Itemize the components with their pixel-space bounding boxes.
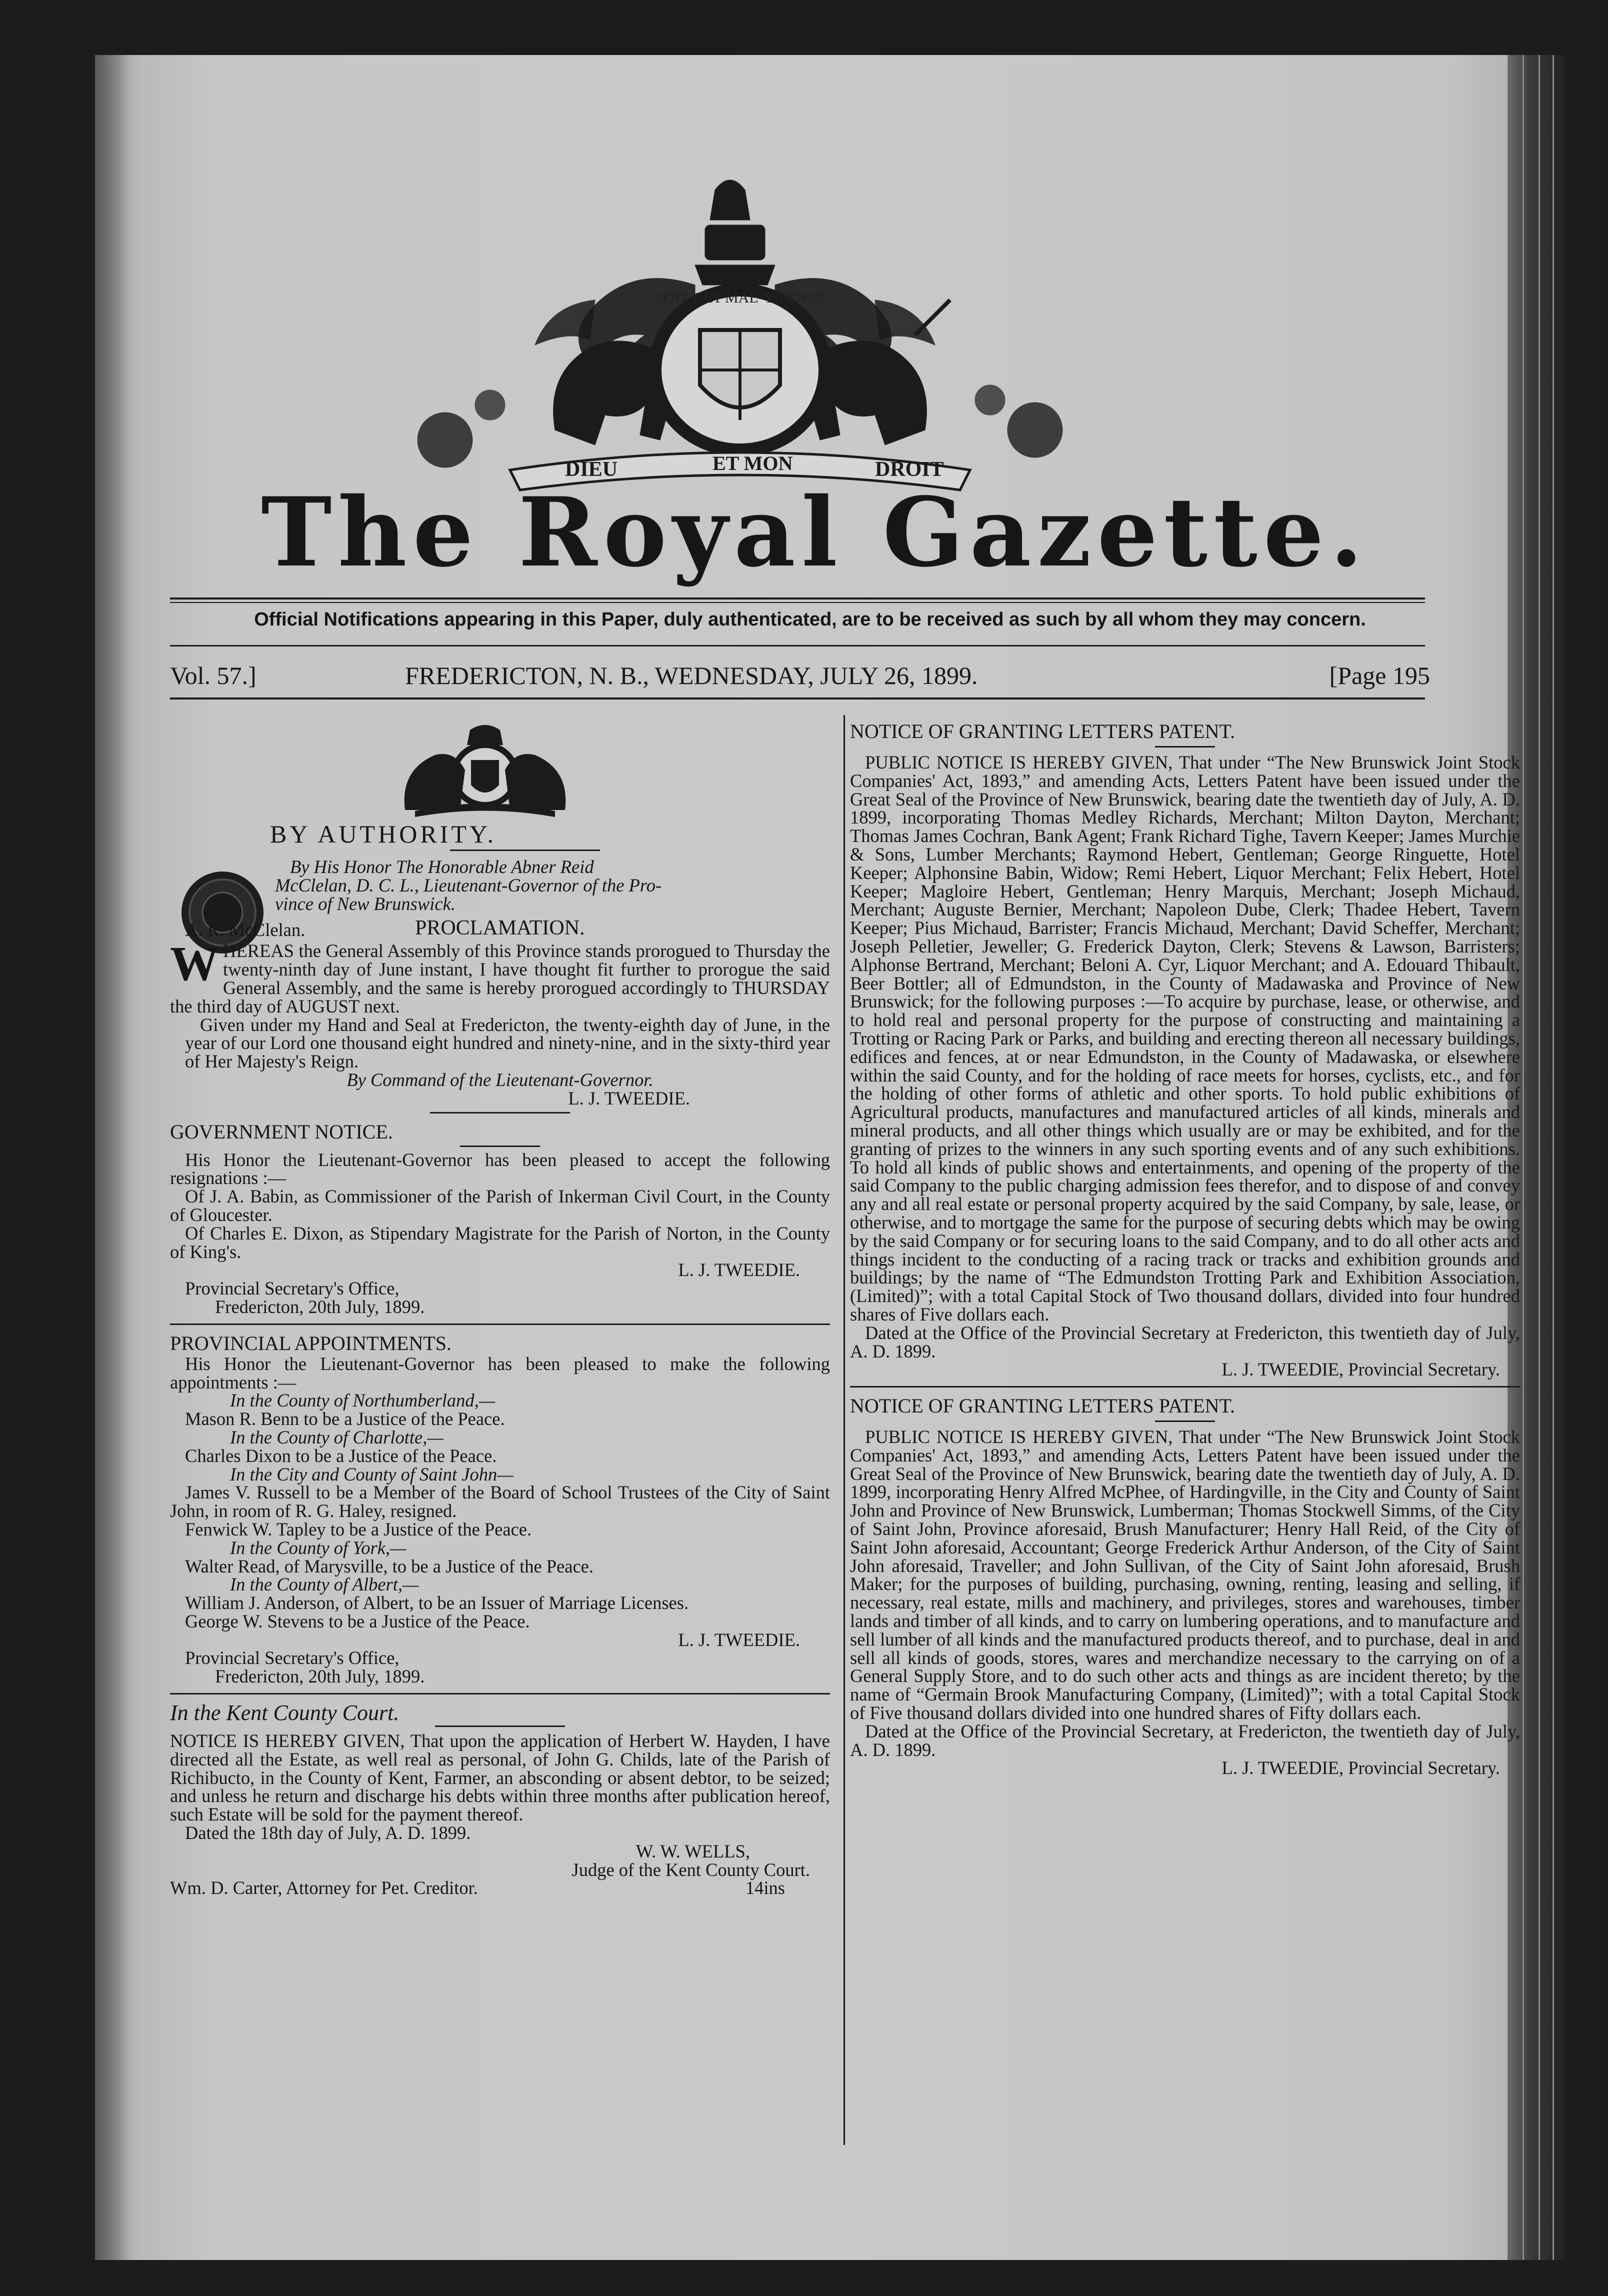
appointments-intro: His Honor the Lieutenant-Governor has been pleased to make the following appointments :—: [170, 1353, 830, 1392]
appointment-county: In the County of Charlotte,—: [230, 1426, 444, 1448]
page-number: [Page 195: [1329, 662, 1430, 690]
honor-line: By His Honor The Honorable Abner Reid: [290, 856, 594, 877]
svg-text:SOIT·QUI·MAL·Y·PENSE: SOIT·QUI·MAL·Y·PENSE: [655, 290, 825, 306]
letters-patent-title: NOTICE OF GRANTING LETTERS PATENT.: [850, 1394, 1235, 1418]
appointment-item: James V. Russell to be a Member of the Board of School Trustees of the City of Saint John, in room of R. G. Haley, resigned.: [170, 1482, 830, 1522]
insertion-count: 14ins: [745, 1878, 785, 1898]
appointment-item: Mason R. Benn to be a Justice of the Peace.: [185, 1408, 505, 1430]
svg-text:DROIT: DROIT: [875, 458, 944, 481]
proclamation-body: WHEREAS the General Assembly of this Province stands prorogued to Thursday the twenty-ninth day of June instant, I have thought fit further to prorogue the said General Assembly, and the same is hereby prorogued accordingly to THURSDAY the third day of AUGUST next.: [170, 937, 830, 1016]
appointment-county: In the City and County of Saint John—: [230, 1464, 514, 1484]
left-column: [170, 822, 830, 1899]
honor-line: McClelan, D. C. L., Lieutenant-Governor of the Pro-: [275, 874, 662, 896]
appointment-item: George W. Stevens to be a Justice of the Peace.: [185, 1610, 530, 1632]
appointment-item: Charles Dixon to be a Justice of the Peace.: [185, 1445, 497, 1466]
government-notice-title: GOVERNMENT NOTICE.: [170, 1120, 393, 1143]
court-signature: W. W. WELLS,: [636, 1840, 750, 1862]
page-shadow: [95, 55, 130, 2260]
royal-coat-of-arms-icon: [385, 170, 1095, 510]
letters-patent-signature: L. J. TWEEDIE, Provincial Secretary.: [1222, 1758, 1500, 1778]
court-signature-title: Judge of the Kent County Court.: [572, 1859, 810, 1880]
right-column: [850, 705, 1520, 1778]
volume-number: Vol. 57.]: [170, 662, 256, 690]
appointments-date: Fredericton, 20th July, 1899.: [215, 1666, 425, 1687]
appointment-county: In the County of Albert,—: [230, 1574, 419, 1595]
letters-patent-body: PUBLIC NOTICE IS HEREBY GIVEN, That under “The New Brunswick Joint Stock Companies' Act, 1893,” and amending Acts, Letters Patent have been issued under the Great Seal of the Province of New Brunswick, bearing date the twentieth day of July, A. D. 1899, incorporating Henry Alfred McPhee, of Hardingville, in the City and County of Saint John and Province of New Brunswick, Lumberman; Thomas Stockwell Simms, of the City of Saint John, Province aforesaid, Brush Manufacturer; Henry Hall Reid, of the City of Saint John aforesaid, Accountant; George Frederick Arthur Anderson, of the City of Saint John aforesaid, Traveller; and John Sullivan, of the City of Saint John aforesaid, Brush Maker; for the purposes of building, purchasing, owning, renting, leasing and selling, if necessary, real estate, mills and machinery, and privileges, stores and warehouses, timber lands and timber of all kinds, and to carry on lumbering operations, and to manufacture and sell lumber of all kinds and the manufactured products thereof, and to purchase, deal in and sell all kinds of goods, stores, wares and merchandize necessary to the carrying on of a General Supply Store, and to do such other acts and things as are incident thereto; by the name of “Germain Brook Manufacturing Company, (Limited)”; with a total Capital Stock of Five thousand dollars divided into one hundred shares of Fifty dollars each.: [850, 1426, 1520, 1724]
letters-patent-dated: Dated at the Office of the Provincial Secretary at Fredericton, this twentieth day of July, A. D. 1899.: [850, 1322, 1520, 1362]
appointment-item: Fenwick W. Tapley to be a Justice of the Peace.: [185, 1518, 532, 1540]
dateline: [170, 661, 1430, 691]
signer: A. R. McClelan.: [185, 920, 306, 940]
dateline-rule: [170, 698, 1425, 700]
kent-county-court-title: In the Kent County Court.: [170, 1700, 400, 1726]
proclamation-command: By Command of the Lieutenant-Governor.: [346, 1069, 654, 1090]
government-notice-intro: His Honor the Lieutenant-Governor has been pleased to accept the following resignations :—: [170, 1149, 830, 1188]
appointment-item: William J. Anderson, of Albert, to be an Issuer of Marriage Licenses.: [185, 1592, 689, 1614]
appointments-signature: L. J. TWEEDIE.: [678, 1629, 800, 1650]
proclamation-given: Given under my Hand and Seal at Fredericton, the twenty-eighth day of June, in the year of our Lord one thousand eight hundred and ninety-nine, and in the sixty-third year of Her Majesty's Reign.: [185, 1014, 830, 1072]
gazette-page: [95, 55, 1565, 2260]
small-coat-of-arms-icon: [385, 725, 585, 820]
proclamation-title: PROCLAMATION.: [415, 916, 585, 940]
column-divider: [844, 715, 845, 2145]
subtitle: Official Notifications appearing in this Paper, duly authenticated, are to be received as such by all whom they may concern.: [254, 609, 1366, 630]
honor-block: [275, 858, 830, 913]
provincial-appointments-title: PROVINCIAL APPOINTMENTS.: [170, 1332, 452, 1354]
masthead-rule: [170, 598, 1425, 600]
appointment-county: In the County of Northumberland,—: [230, 1390, 496, 1411]
by-authority-heading: BY AUTHORITY.: [270, 820, 497, 848]
government-notice-item: Of Charles E. Dixon, as Stipendary Magistrate for the Parish of Norton, in the County of King's.: [170, 1222, 830, 1262]
government-notice-item: Of J. A. Babin, as Commissioner of the Parish of Inkerman Civil Court, in the County of Gloucester.: [170, 1186, 830, 1225]
letters-patent-dated: Dated at the Office of the Provincial Secretary, at Fredericton, the twentieth day of July, A. D. 1899.: [850, 1720, 1520, 1760]
svg-text:ET MON: ET MON: [712, 452, 793, 474]
government-notice-date: Fredericton, 20th July, 1899.: [215, 1296, 425, 1317]
letters-patent-body: PUBLIC NOTICE IS HEREBY GIVEN, That under “The New Brunswick Joint Stock Companies' Act, 1893,” and amending Acts, Letters Patent have been issued under the Great Seal of the Province of New Brunswick, bearing date the twentieth day of July, A. D. 1899, incorporating Thomas Medley Richards, Merchant; Milton Dayton, Merchant; Thomas James Cochran, Bank Agent; Frank Richard Tighe, Tavern Keeper; James Murchie & Sons, Lumber Merchants; Raymond Hebert, Gentleman; George Ringuette, Hotel Keeper; Alphonsine Babin, Widow; Remi Hebert, Liquor Merchant; Felix Hebert, Hotel Keeper; Magloire Hebert, Gentleman; Henry Marquis, Merchant; Joseph Michaud, Merchant; Auguste Bernier, Merchant; Napoleon Dube, Clerk; Thadee Hebert, Tavern Keeper; Pius Michaud, Barrister; Francis Michaud, Merchant; David Scheffer, Merchant; Joseph Pelletier, Jeweller; G. Frederick Dayton, Clerk; Stevens & Lawson, Barristers; Alphonse Bertrand, Merchant; Beloni A. Cyr, Liquor Merchant; and A. Edouard Thibault, Beer Bottler; all of Edmundston, in the County of Madawaska and Province of New Brunswick; for the following purposes :—To acquire by purchase, lease, or otherwise, and to hold real and personal property for the purpose of constructing and maintaining a Trotting or Racing Park or Parks, and building and erecting thereon all necessary buildings, edifices and fences, at or near Edmundston, in the County of Madawaska, or elsewhere within the said County, and for the holding of race meets for horses, cyclists, etc., and for the holding of other forms of athletic and other sports. To hold public exhibitions of Agricultural products, manufactures and manufactured articles of all kinds, minerals and mineral products, and all other things which usually are or may be exhibited, and for the granting of prizes to the winners in any such sporting events and of any such exhibitions. To hold all kinds of public shows and entertainments, and opening of the property of the said Company to the public charging admission fees therefor, and to dispose of and convey any and all real estate or personal property acquired by the said Company, by sale, lease, or otherwise, and to mortgage the same for the purpose of securing debts which may be owing by the said Company or for securing loans to the said Company, and to do all other acts and things incident to the conducting of a racing track or tracks and exhibition grounds and buildings; by the name of “The Edmundston Trotting Park and Exhibition Association, (Limited)”; with a total Capital Stock of Two thousand dollars, divided into four hundred shares of Five dollars each.: [850, 752, 1520, 1324]
appointment-item: Walter Read, of Marysville, to be a Justice of the Peace.: [185, 1556, 594, 1576]
masthead-rule-thin: [170, 602, 1425, 603]
place-and-date: FREDERICTON, N. B., WEDNESDAY, JULY 26, 1899.: [405, 662, 978, 690]
proclamation-signature: L. J. TWEEDIE.: [568, 1088, 690, 1108]
government-notice-office: Provincial Secretary's Office,: [185, 1278, 400, 1299]
letters-patent-signature: L. J. TWEEDIE, Provincial Secretary.: [1222, 1359, 1500, 1380]
subtitle-rule: [170, 645, 1425, 646]
government-notice-signature: L. J. TWEEDIE.: [678, 1260, 800, 1280]
court-notice-dated: Dated the 18th day of July, A. D. 1899.: [185, 1822, 471, 1844]
honor-line: vince of New Brunswick.: [275, 893, 456, 914]
letters-patent-title: NOTICE OF GRANTING LETTERS PATENT.: [850, 720, 1235, 742]
court-attorney: Wm. D. Carter, Attorney for Pet. Creditor.: [170, 1878, 478, 1898]
masthead-title: The Royal Gazette.: [261, 476, 1369, 588]
court-notice-body: NOTICE IS HEREBY GIVEN, That upon the application of Herbert W. Hayden, I have directed all the Estate, as well real as personal, of John G. Childs, late of the Parish of Richibucto, in the County of Kent, Farmer, an absconding or absent debtor, to be seized; and unless he return and discharge his debts within three months after publication hereof, such Estate will be sold for the payment thereof.: [170, 1730, 830, 1825]
appointment-county: In the County of York,—: [230, 1537, 406, 1558]
appointments-office: Provincial Secretary's Office,: [185, 1648, 400, 1668]
svg-text:DIEU: DIEU: [565, 458, 618, 481]
